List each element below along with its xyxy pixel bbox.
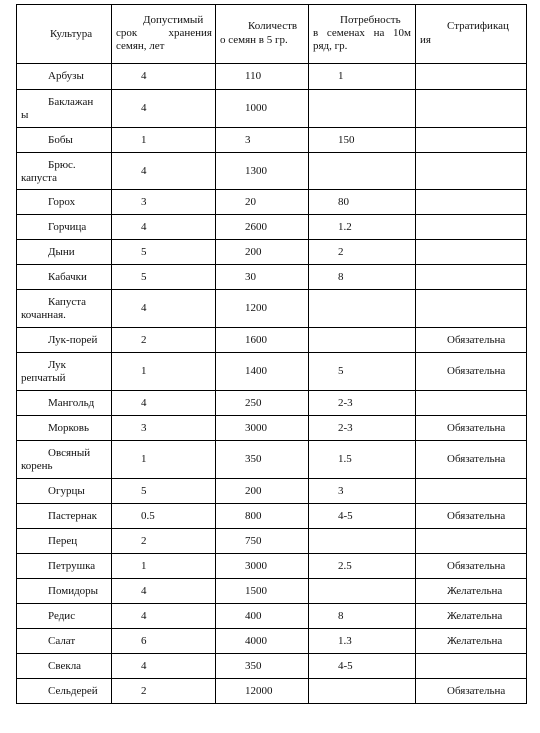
- storage-years-cell-text: 6: [141, 634, 147, 647]
- seed-need-cell-text: 5: [338, 365, 344, 377]
- seed-need-cell-text: 150: [338, 133, 355, 146]
- table-row: [17, 190, 527, 215]
- seed-need-cell-text: 1.3: [338, 634, 352, 647]
- seed-count-cell-text: 200: [245, 484, 262, 497]
- storage-years-cell: [112, 579, 216, 604]
- stratification-cell-text: Обязательна: [447, 365, 506, 377]
- crop-name: Свекла: [48, 659, 82, 672]
- seed-count-cell-text: 350: [245, 659, 262, 672]
- crop-name-line2: кочанная.: [21, 309, 66, 321]
- stratification-cell-text: [416, 196, 447, 208]
- seed-need-cell-text: 2: [338, 245, 344, 258]
- crop-cell: [17, 290, 112, 328]
- seed-count-cell-text: 800: [245, 509, 262, 522]
- table-row: [17, 391, 527, 416]
- table-row: [17, 441, 527, 479]
- stratification-cell: [416, 504, 527, 529]
- stratification-cell: [416, 328, 527, 353]
- seed-count-cell: [216, 128, 309, 153]
- storage-years-cell: [112, 604, 216, 629]
- table-row: [17, 604, 527, 629]
- storage-years-cell-text: 1: [141, 453, 147, 465]
- crop-cell: [17, 265, 112, 290]
- seed-count-cell-text: 3000: [245, 559, 267, 572]
- stratification-cell-text: Обязательна: [447, 509, 506, 522]
- seed-count-cell-text: 1400: [245, 365, 267, 377]
- crop-name-line2: ы: [21, 109, 29, 121]
- stratification-cell-text: [416, 397, 447, 409]
- table-row: [17, 416, 527, 441]
- seed-count-cell: [216, 265, 309, 290]
- seed-count-cell-text: 1300: [245, 164, 267, 177]
- crop-name: Арбузы: [48, 70, 84, 82]
- storage-years-cell-text: 5: [141, 270, 147, 283]
- seed-need-cell: [309, 128, 416, 153]
- seed-count-cell-text: 30: [245, 270, 256, 283]
- crop-cell: [17, 64, 112, 90]
- stratification-cell: [416, 190, 527, 215]
- table-row: [17, 64, 527, 90]
- header-strat: [416, 5, 527, 64]
- storage-years-cell: [112, 554, 216, 579]
- header-need-line3: ряд, гр.: [313, 40, 348, 52]
- crop-cell: [17, 679, 112, 704]
- crop-cell: [17, 328, 112, 353]
- crop-name: Горчица: [48, 220, 87, 233]
- stratification-cell-text: [416, 485, 447, 497]
- seed-need-cell: [309, 215, 416, 240]
- crop-name-line2: корень: [21, 460, 53, 472]
- crop-name-line1: Лук: [48, 359, 67, 371]
- crop-name: Помидоры: [48, 584, 99, 597]
- crop-name: Мангольд: [48, 396, 95, 409]
- seed-count-cell-text: 1000: [245, 102, 267, 114]
- seed-need-cell: [309, 90, 416, 128]
- seed-need-cell-text: 2-3: [338, 396, 353, 409]
- seed-count-cell-text: 2600: [245, 220, 267, 233]
- crop-cell: [17, 554, 112, 579]
- table-row: [17, 554, 527, 579]
- table-row: [17, 215, 527, 240]
- seed-count-cell: [216, 479, 309, 504]
- seed-count-cell: [216, 679, 309, 704]
- storage-years-cell-text: 4: [141, 609, 147, 622]
- seed-count-cell: [216, 629, 309, 654]
- storage-years-cell-text: 4: [141, 220, 147, 233]
- storage-years-cell: [112, 64, 216, 90]
- header-crop: [17, 5, 112, 64]
- seed-count-cell-text: 12000: [245, 684, 273, 697]
- crop-name: Лук-порей: [48, 333, 98, 346]
- seed-count-cell-text: 250: [245, 396, 262, 409]
- seed-count-cell: [216, 190, 309, 215]
- header-strat-line2: ия: [420, 34, 431, 46]
- seed-count-cell: [216, 353, 309, 391]
- storage-years-cell-text: 4: [141, 396, 147, 409]
- seed-need-cell: [309, 529, 416, 554]
- stratification-cell-text: [416, 271, 447, 283]
- storage-years-cell-text: 5: [141, 245, 147, 258]
- storage-years-cell: [112, 391, 216, 416]
- seed-count-cell: [216, 529, 309, 554]
- stratification-cell: [416, 64, 527, 90]
- seed-need-cell-text: 1.5: [338, 453, 352, 465]
- table-row: [17, 529, 527, 554]
- crop-cell: [17, 654, 112, 679]
- stratification-cell: [416, 290, 527, 328]
- storage-years-cell: [112, 190, 216, 215]
- stratification-cell-text: [416, 102, 447, 114]
- seed-count-cell: [216, 328, 309, 353]
- crop-name: Петрушка: [48, 559, 96, 572]
- table-row: [17, 128, 527, 153]
- stratification-cell: [416, 128, 527, 153]
- storage-years-cell-text: 2: [141, 684, 147, 697]
- storage-years-cell: [112, 504, 216, 529]
- storage-years-cell-text: 4: [141, 164, 147, 177]
- crop-cell: [17, 215, 112, 240]
- seed-need-cell-text: 1.2: [338, 220, 352, 233]
- storage-years-cell-text: 1: [141, 365, 147, 377]
- table-row: [17, 629, 527, 654]
- seed-need-cell: [309, 153, 416, 190]
- stratification-cell: [416, 240, 527, 265]
- crop-cell: [17, 529, 112, 554]
- seed-count-cell-text: 400: [245, 609, 262, 622]
- storage-years-cell: [112, 679, 216, 704]
- crop-name-line2: репчатый: [21, 372, 66, 384]
- seed-need-cell-text: 80: [338, 195, 349, 208]
- header-count: [216, 5, 309, 64]
- seed-need-cell: [309, 240, 416, 265]
- crop-name: Сельдерей: [48, 684, 98, 697]
- crop-name-line1: Капуста: [48, 296, 87, 308]
- stratification-cell-text: Обязательна: [447, 559, 506, 572]
- seed-count-cell-text: 350: [245, 453, 262, 465]
- seed-table: [16, 4, 527, 704]
- stratification-cell: [416, 529, 527, 554]
- crop-name: Огурцы: [48, 484, 85, 497]
- seed-need-cell: [309, 190, 416, 215]
- crop-name: Пастернак: [48, 509, 98, 522]
- crop-cell: [17, 391, 112, 416]
- seed-count-cell: [216, 215, 309, 240]
- header-storage-line1: Допустимый: [143, 14, 204, 26]
- stratification-cell: [416, 604, 527, 629]
- header-need: [309, 5, 416, 64]
- seed-need-cell-text: [309, 535, 338, 547]
- crop-cell: [17, 479, 112, 504]
- seed-count-cell-text: 110: [245, 70, 262, 82]
- crop-cell: [17, 90, 112, 128]
- header-strat-line1: Стратификац: [447, 20, 509, 32]
- crop-cell: [17, 504, 112, 529]
- seed-count-cell: [216, 654, 309, 679]
- crop-cell: [17, 604, 112, 629]
- storage-years-cell-text: 3: [141, 195, 147, 208]
- stratification-cell-text: [416, 302, 447, 314]
- seed-count-cell: [216, 64, 309, 90]
- stratification-cell: [416, 353, 527, 391]
- seed-need-cell-text: [309, 165, 338, 177]
- stratification-cell: [416, 153, 527, 190]
- header-storage-line3: семян, лет: [116, 40, 165, 52]
- storage-years-cell: [112, 240, 216, 265]
- crop-cell: [17, 190, 112, 215]
- table-row: [17, 479, 527, 504]
- stratification-cell-text: Желательна: [447, 584, 503, 597]
- seed-count-cell-text: 4000: [245, 634, 267, 647]
- seed-count-cell-text: 3000: [245, 421, 267, 434]
- stratification-cell: [416, 554, 527, 579]
- crop-cell: [17, 579, 112, 604]
- storage-years-cell: [112, 265, 216, 290]
- storage-years-cell-text: 2: [141, 333, 147, 346]
- table-row: [17, 579, 527, 604]
- seed-count-cell: [216, 554, 309, 579]
- seed-need-cell: [309, 579, 416, 604]
- storage-years-cell: [112, 153, 216, 190]
- stratification-cell-text: [416, 660, 447, 672]
- header-storage: [112, 5, 216, 64]
- seed-need-cell-text: [309, 334, 338, 346]
- seed-need-cell: [309, 654, 416, 679]
- storage-years-cell-text: 3: [141, 421, 147, 434]
- stratification-cell-text: Желательна: [447, 609, 503, 622]
- crop-name: Морковь: [48, 421, 90, 434]
- stratification-cell-text: [416, 70, 447, 82]
- stratification-cell-text: [416, 221, 447, 233]
- storage-years-cell: [112, 215, 216, 240]
- table-row: [17, 504, 527, 529]
- stratification-cell: [416, 215, 527, 240]
- seed-count-cell-text: 1500: [245, 584, 267, 597]
- stratification-cell-text: [416, 165, 447, 177]
- storage-years-cell: [112, 328, 216, 353]
- storage-years-cell-text: 4: [141, 70, 147, 82]
- crop-name: Салат: [48, 634, 76, 647]
- stratification-cell-text: Обязательна: [447, 421, 506, 434]
- seed-count-cell: [216, 604, 309, 629]
- table-row: [17, 153, 527, 190]
- storage-years-cell-text: 1: [141, 133, 147, 146]
- seed-count-cell: [216, 441, 309, 479]
- stratification-cell: [416, 90, 527, 128]
- stratification-cell-text: Обязательна: [447, 333, 506, 346]
- seed-need-cell: [309, 64, 416, 90]
- seed-count-cell: [216, 90, 309, 128]
- crop-name-line1: Баклажан: [48, 96, 94, 108]
- seed-count-cell-text: 750: [245, 534, 262, 547]
- seed-need-cell: [309, 604, 416, 629]
- seed-need-cell-text: 2-3: [338, 421, 353, 434]
- storage-years-cell: [112, 441, 216, 479]
- table-row: [17, 654, 527, 679]
- crop-name: Перец: [48, 534, 78, 547]
- seed-need-cell: [309, 265, 416, 290]
- table-row: [17, 679, 527, 704]
- storage-years-cell: [112, 90, 216, 128]
- seed-need-cell: [309, 441, 416, 479]
- seed-need-cell-text: 4-5: [338, 659, 353, 672]
- header-need-line2: в семенах на 10м: [313, 27, 411, 39]
- seed-count-cell-text: 200: [245, 245, 262, 258]
- stratification-cell-text: Обязательна: [447, 684, 506, 697]
- storage-years-cell: [112, 654, 216, 679]
- storage-years-cell: [112, 629, 216, 654]
- stratification-cell-text: Желательна: [447, 634, 503, 647]
- crop-cell: [17, 629, 112, 654]
- seed-count-cell-text: 20: [245, 195, 256, 208]
- stratification-cell: [416, 479, 527, 504]
- storage-years-cell: [112, 290, 216, 328]
- crop-cell: [17, 240, 112, 265]
- seed-need-cell: [309, 353, 416, 391]
- stratification-cell: [416, 265, 527, 290]
- header-count-line2: о семян в 5 гр.: [220, 34, 288, 46]
- storage-years-cell: [112, 353, 216, 391]
- seed-count-cell: [216, 240, 309, 265]
- seed-need-cell: [309, 416, 416, 441]
- stratification-cell: [416, 579, 527, 604]
- seed-need-cell: [309, 391, 416, 416]
- seed-count-cell: [216, 416, 309, 441]
- seed-need-cell-text: [309, 585, 338, 597]
- stratification-cell-text: [416, 246, 447, 258]
- seed-count-cell: [216, 391, 309, 416]
- seed-count-cell: [216, 504, 309, 529]
- stratification-cell: [416, 679, 527, 704]
- storage-years-cell-text: 5: [141, 484, 147, 497]
- crop-name: Редис: [48, 609, 76, 622]
- table-row: [17, 290, 527, 328]
- crop-name: Горох: [48, 195, 76, 208]
- stratification-cell: [416, 416, 527, 441]
- stratification-cell: [416, 441, 527, 479]
- seed-need-cell: [309, 479, 416, 504]
- stratification-cell: [416, 391, 527, 416]
- stratification-cell-text: [416, 535, 447, 547]
- seed-count-cell: [216, 579, 309, 604]
- seed-need-cell: [309, 290, 416, 328]
- table-row: [17, 328, 527, 353]
- seed-need-cell-text: 8: [338, 609, 344, 622]
- storage-years-cell: [112, 529, 216, 554]
- seed-need-cell-text: 4-5: [338, 509, 353, 522]
- seed-need-cell: [309, 554, 416, 579]
- header-need-line1: Потребность: [340, 14, 401, 26]
- header-count-line1: Количеств: [248, 20, 298, 32]
- seed-count-cell-text: 3: [245, 133, 251, 146]
- stratification-cell-text: [416, 134, 447, 146]
- seed-count-cell: [216, 153, 309, 190]
- seed-count-cell: [216, 290, 309, 328]
- storage-years-cell-text: 4: [141, 584, 147, 597]
- crop-cell: [17, 128, 112, 153]
- seed-need-cell: [309, 504, 416, 529]
- crop-cell: [17, 416, 112, 441]
- stratification-cell: [416, 629, 527, 654]
- crop-name-line2: капуста: [21, 172, 58, 184]
- stratification-cell-text: Обязательна: [447, 453, 506, 465]
- stratification-cell: [416, 654, 527, 679]
- table-row: [17, 90, 527, 128]
- seed-need-cell: [309, 679, 416, 704]
- seed-need-cell-text: 1: [338, 70, 344, 82]
- seed-need-cell-text: [309, 102, 338, 114]
- seed-count-cell-text: 1200: [245, 302, 267, 314]
- crop-cell: [17, 353, 112, 391]
- crop-name: Бобы: [48, 133, 73, 146]
- crop-name: Кабачки: [48, 270, 87, 283]
- table-row: [17, 353, 527, 391]
- table-row: [17, 265, 527, 290]
- seed-count-cell-text: 1600: [245, 333, 267, 346]
- seed-need-cell-text: [309, 685, 338, 697]
- crop-cell: [17, 441, 112, 479]
- seed-need-cell: [309, 629, 416, 654]
- storage-years-cell-text: 0.5: [141, 509, 155, 522]
- crop-name: Дыни: [48, 245, 75, 258]
- header-row: [17, 5, 527, 64]
- seed-need-cell-text: 3: [338, 484, 344, 497]
- header-crop-text: Культура: [50, 28, 93, 40]
- table-row: [17, 240, 527, 265]
- storage-years-cell-text: 2: [141, 534, 147, 547]
- storage-years-cell-text: 4: [141, 659, 147, 672]
- storage-years-cell-text: 1: [141, 559, 147, 572]
- seed-need-cell-text: [309, 302, 338, 314]
- storage-years-cell: [112, 416, 216, 441]
- storage-years-cell: [112, 479, 216, 504]
- seed-need-cell-text: 2.5: [338, 559, 352, 572]
- storage-years-cell-text: 4: [141, 102, 147, 114]
- crop-cell: [17, 153, 112, 190]
- crop-name-line1: Овсяный: [48, 447, 91, 459]
- crop-name-line1: Брюс.: [48, 159, 76, 171]
- seed-need-cell: [309, 328, 416, 353]
- seed-need-cell-text: 8: [338, 270, 344, 283]
- storage-years-cell: [112, 128, 216, 153]
- storage-years-cell-text: 4: [141, 302, 147, 314]
- header-storage-line2: срок хранения: [116, 27, 212, 39]
